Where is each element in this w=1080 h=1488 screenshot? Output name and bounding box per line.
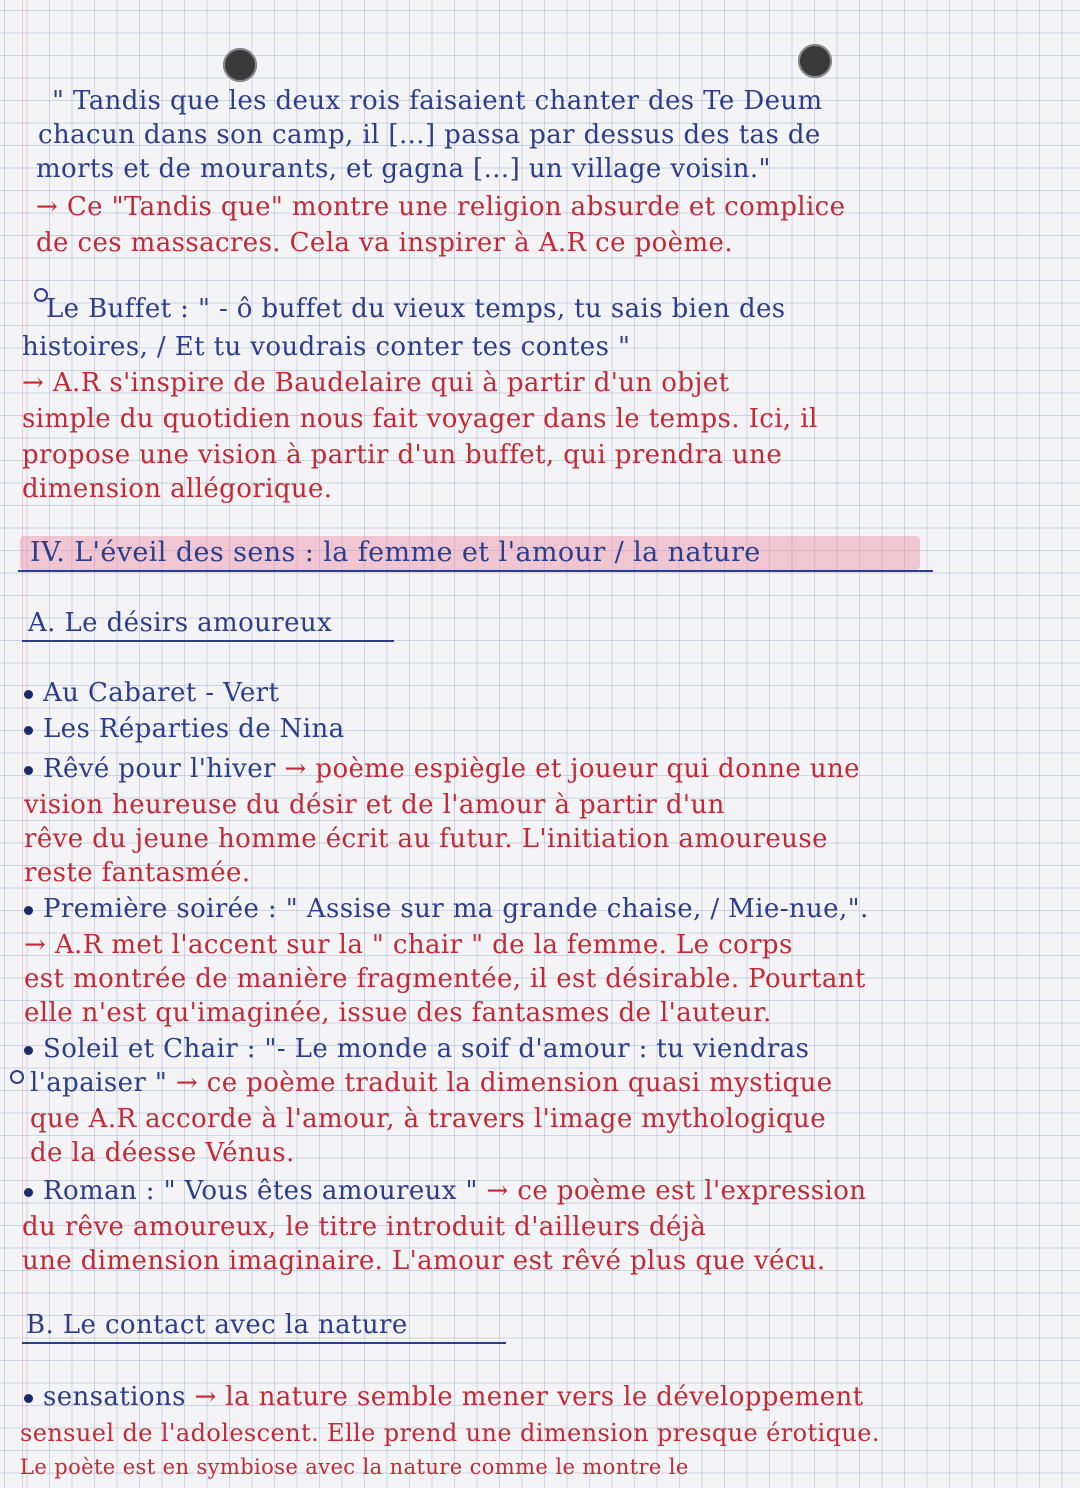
subsection-underline	[22, 640, 394, 642]
poem-title: Soleil et Chair : "- Le monde a soif d'amour : tu viendras	[43, 1034, 810, 1064]
poem-title: sensations	[43, 1382, 186, 1412]
list-item	[24, 676, 279, 710]
bullet-icon	[24, 690, 33, 699]
bullet-icon	[24, 1188, 33, 1197]
poem-title-line: Le Buffet : " - ô buffet du vieux temps, tu sais bien des	[46, 294, 786, 324]
comment-line: → A.R s'inspire de Baudelaire qui à partir d'un objet	[22, 368, 730, 398]
poem-title: l'apaiser "	[30, 1068, 168, 1098]
comment-line: rêve du jeune homme écrit au futur. L'initiation amoureuse	[24, 824, 828, 854]
poem-title: Première soirée : " Assise sur ma grande chaise, / Mie-nue,".	[43, 894, 869, 924]
comment-text: → ce poème est l'expression	[486, 1176, 867, 1206]
poem-quote-line: histoires, / Et tu voudrais conter tes contes "	[22, 332, 631, 362]
poem-title: Rêvé pour l'hiver	[43, 754, 276, 784]
comment-line: elle n'est qu'imaginée, issue des fantasmes de l'auteur.	[24, 998, 772, 1028]
bullet-icon	[24, 766, 33, 775]
poem-line	[30, 1066, 833, 1100]
comment-line: est montrée de manière fragmentée, il est désirable. Pourtant	[24, 964, 866, 994]
subsection-heading: A. Le désirs amoureux	[28, 608, 333, 638]
list-item	[24, 892, 869, 926]
comment-text: → ce poème traduit la dimension quasi mystique	[175, 1068, 833, 1098]
list-item	[24, 752, 860, 786]
list-item-text: Au Cabaret - Vert	[43, 678, 280, 708]
comment-line: simple du quotidien nous fait voyager dans le temps. Ici, il	[22, 404, 818, 434]
bullet-icon	[10, 1070, 24, 1084]
bullet-icon	[24, 726, 33, 735]
comment-line: → A.R met l'accent sur la " chair " de la femme. Le corps	[24, 930, 793, 960]
comment-line: → Ce "Tandis que" montre une religion absurde et complice	[36, 192, 846, 222]
list-item	[24, 1174, 866, 1208]
quote-line: " Tandis que les deux rois faisaient chanter des Te Deum	[52, 86, 823, 116]
comment-line: que A.R accorde à l'amour, à travers l'image mythologique	[30, 1104, 826, 1134]
comment-line: dimension allégorique.	[22, 474, 333, 504]
punch-hole	[798, 44, 832, 78]
list-item	[24, 1380, 863, 1414]
quote-line: morts et de mourants, et gagna [...] un village voisin."	[36, 154, 771, 184]
comment-line: une dimension imaginaire. L'amour est rêvé plus que vécu.	[22, 1246, 826, 1276]
comment-text: → poème espiègle et joueur qui donne une	[284, 754, 860, 784]
bullet-icon	[24, 906, 33, 915]
comment-line: de la déesse Vénus.	[30, 1138, 295, 1168]
comment-line: du rêve amoureux, le titre introduit d'ailleurs déjà	[22, 1212, 707, 1242]
heading-underline	[18, 570, 933, 572]
list-item-text: Les Réparties de Nina	[43, 714, 345, 744]
comment-line: reste fantasmée.	[24, 858, 251, 888]
quote-line: chacun dans son camp, il [...] passa par dessus des tas de	[38, 120, 821, 150]
subsection-heading: B. Le contact avec la nature	[26, 1310, 408, 1340]
list-item	[24, 1032, 809, 1066]
comment-line: Le poète est en symbiose avec la nature comme le montre le	[20, 1455, 689, 1479]
comment-line: vision heureuse du désir et de l'amour à partir d'un	[24, 790, 725, 820]
poem-title: Roman : " Vous êtes amoureux "	[43, 1176, 478, 1206]
comment-line: propose une vision à partir d'un buffet, qui prendra une	[22, 440, 783, 470]
bullet-icon	[24, 1046, 33, 1055]
comment-line: de ces massacres. Cela va inspirer à A.R ce poème.	[36, 228, 733, 258]
punch-hole	[223, 48, 257, 82]
comment-text: → la nature semble mener vers le développement	[194, 1382, 864, 1412]
section-heading: IV. L'éveil des sens : la femme et l'amour / la nature	[30, 537, 761, 568]
bullet-icon	[24, 1394, 33, 1403]
comment-line: sensuel de l'adolescent. Elle prend une dimension presque érotique.	[20, 1419, 880, 1447]
list-item	[24, 712, 345, 746]
subsection-underline	[22, 1342, 506, 1344]
